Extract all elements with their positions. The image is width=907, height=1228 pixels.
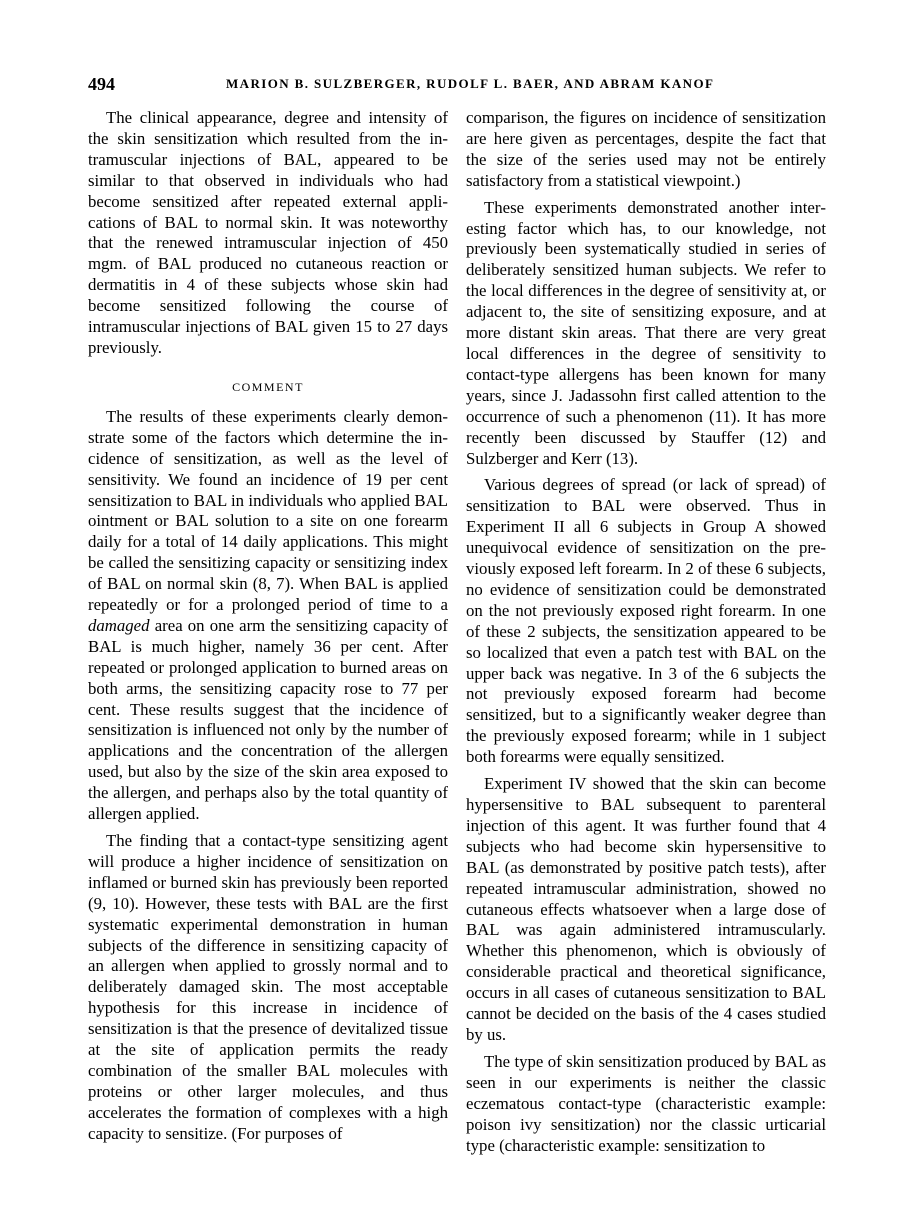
paragraph-finding: The finding that a contact-type sensitizing agent will produce a higher incidence of sensitization on inflamed or burned skin has previously been reported (9, 10). However, these tests with BAL are the first systematic experimental demonstration in human subjects of the difference in sensitizing capacity of an allergen when applied to grossly normal and to deliberately damaged skin. The most acceptable hypothesis for this increase in incidence of sensitization is that the presence of devitalized tissue at the site of application permits the ready combination of the smaller BAL molecules with proteins or other larger molecules, and thus accelerates the formation of complexes with a high capacity to sensitize. (For purposes of [88,831,448,1143]
page-header [88,74,828,98]
paragraph-results-part-1: The results of these experiments clearly demonstrate some of the factors which determine the incidence of sensitization, as well as the level of sensitivity. We found an incidence of 19 per cent sensitization to BAL in individuals who applied BAL ointment or BAL solution to a site on one forearm daily for a total of 14 daily applications. This might be called the sensitizing capacity or sensitizing index of BAL on normal skin (8, 7). When BAL is applied repeatedly or for a prolonged period of time to a [88,406,448,615]
right-column [466,108,826,1162]
paragraph-experiment-iv: Experiment IV showed that the skin can become hypersensitive to BAL subsequent to parenteral injection of this agent. It was further found that 4 subjects who had become skin hypersensitive to BAL (as demonstrated by positive patch tests), after repeated intramuscular administration, showed no cutaneous effects whatsoever when a large dose of BAL was again administered intramuscularly. Whether this phenomenon, which is obviously of considerable practical and theoretical significance, occurs in all cases of cutaneous sensitization to BAL cannot be decided on the basis of the 4 cases studied by us. [466,774,826,1044]
emphasis-damaged: damaged [88,615,150,635]
section-heading-comment: COMMENT [232,379,304,394]
paragraph-spread: Various degrees of spread (or lack of spread) of sensitization to BAL were observed. Thus in Experiment II all 6 subjects in Group A showed unequivocal evidence of sensitization on the previously exposed left forearm. In 2 of these 6 subjects, no evidence of sensitization could be demonstrated on the not previously exposed right forearm. In one of these 2 subjects, the sensitization appeared to be so localized that even a patch test with BAL on the upper back was negative. In 3 of the 6 subjects the not previously exposed forearm had become sensitized, but to a significantly weaker degree than the previously exposed forearm; while in 1 subject both forearms were equally sensitized. [466,475,826,767]
running-head-authors: MARION B. SULZBERGER, RUDOLF L. BAER, AND ABRAM KANOF [226,76,715,91]
paragraph-comparison-continued: comparison, the figures on incidence of sensitization are here given as percentages, despite the fact that the size of the series used may not be entirely satisfactory from a statistical viewpoint.) [466,108,826,190]
paragraph-sensitization-type: The type of skin sensitization produced by BAL as seen in our experiments is neither the classic eczematous contact-type (characteristic example: poison ivy sensitization) nor the classic urticarial type (characteristic example: sensitization to [466,1051,826,1155]
paragraph-results-part-2: area on one arm the sensitizing capacity of BAL is much higher, namely 36 per cent. After repeated or prolonged application to burned areas on both arms, the sensitizing capacity rose to 77 per cent. These results suggest that the incidence of sensitization is influenced not only by the number of applications and the concentration of the allergen used, but also by the size of the skin area exposed to the allergen, and perhaps also by the total quantity of allergen applied. [88,615,449,824]
page-number: 494 [88,74,115,94]
paragraph-clinical-appearance: The clinical appearance, degree and intensity of the skin sensitization which resulted from the intramuscular injections of BAL, appeared to be similar to that observed in individuals who had become sensitized after repeated external applications of BAL to normal skin. It was noteworthy that the renewed intramuscular injection of 450 mgm. of BAL produced no cutaneous reaction or dermatitis in 4 of these subjects whose skin had become sensitized following the course of intramuscular injections of BAL given 15 to 27 days previously. [88,108,448,357]
left-column [88,108,448,1151]
paragraph-results [88,407,448,825]
paragraph-local-differences: These experiments demonstrated another interesting factor which has, to our knowledge, not previously been systematically studied in series of deliberately sensitized human subjects. We refer to the local differences in the degree of sensitivity at, or adjacent to, the site of sensitizing exposure, and at more distant skin areas. That there are very great local differences in the degree of sensitivity to contact-type allergens has been known for many years, since J. Jadassohn first called attention to the occurrence of such a phenomenon (11). It has more recently been discussed by Stauffer (12) and Sulzberger and Kerr (13). [466,197,826,468]
